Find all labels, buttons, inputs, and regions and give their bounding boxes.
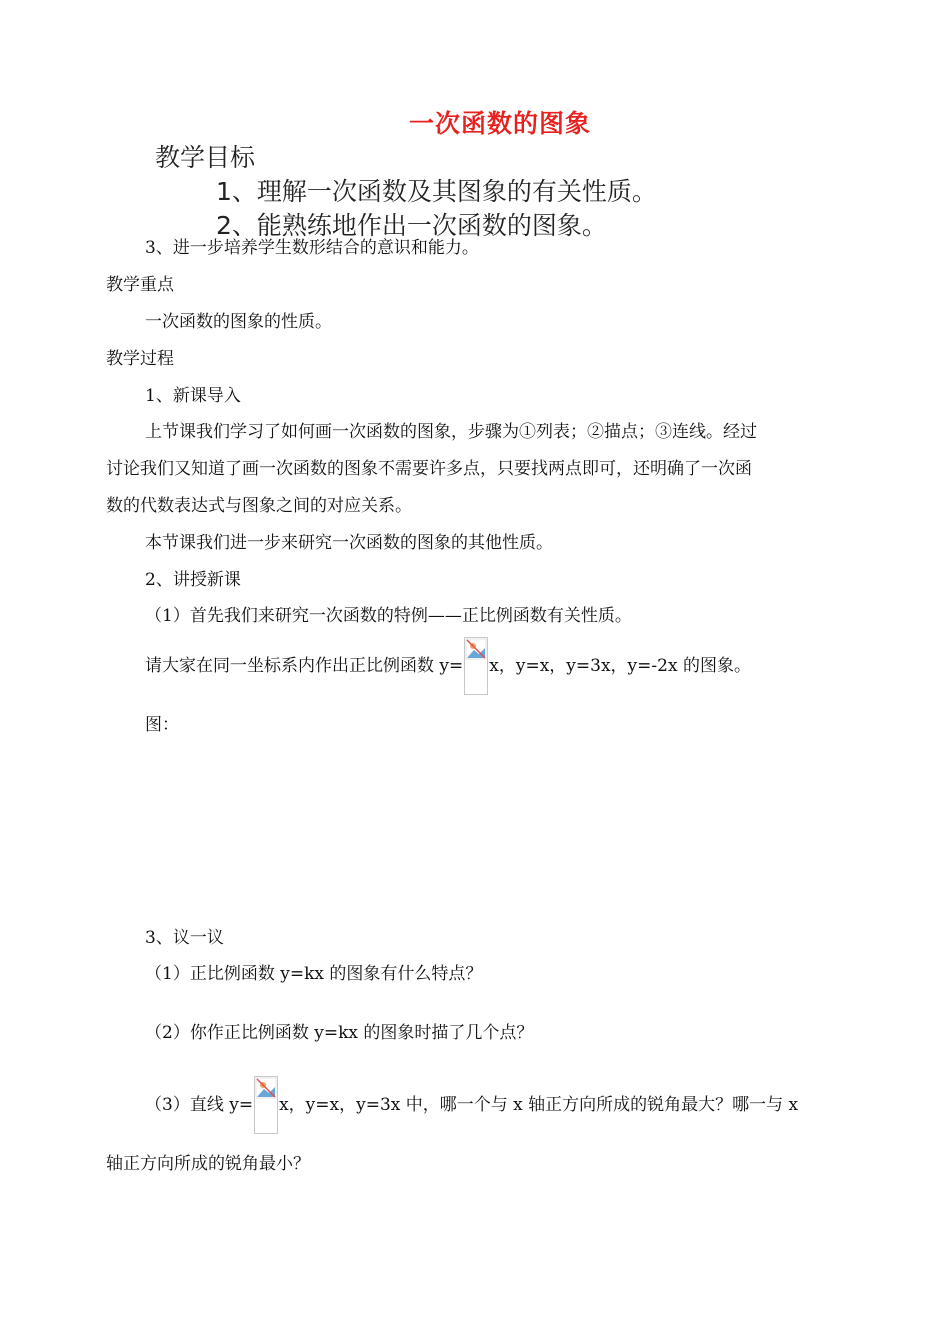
objective-3: 3、进一步培养学生数形结合的意识和能力。: [145, 238, 479, 258]
teach-point-2: [145, 637, 751, 695]
discuss-heading: 3、议一议: [145, 928, 224, 948]
question-3: [145, 1076, 798, 1134]
intro-next: 本节课我们进一步来研究一次函数的图象的其他性质。: [145, 533, 553, 553]
question-3-before: （3）直线 y=: [145, 1095, 254, 1115]
intro-line-2: 讨论我们又知道了画一次函数的图象不需要许多点，只要找两点即可，还明确了一次函: [106, 459, 752, 479]
intro-heading: 1、新课导入: [145, 386, 241, 406]
process-heading: 教学过程: [106, 349, 174, 369]
teach-heading: 2、讲授新课: [145, 570, 241, 590]
teach-point-2-before: 请大家在同一坐标系内作出正比例函数 y=: [145, 656, 464, 676]
intro-line-3: 数的代数表达式与图象之间的对应关系。: [106, 496, 412, 516]
broken-image-icon: [464, 637, 488, 695]
objectives-heading: 教学目标: [155, 143, 256, 172]
question-3-after: x，y=x，y=3x 中，哪一个与 x 轴正方向所成的锐角最大？哪一与 x: [279, 1095, 799, 1115]
broken-image-icon: [254, 1076, 278, 1134]
question-2: （2）你作正比例函数 y=kx 的图象时描了几个点？: [145, 1023, 534, 1043]
objective-2: 2、能熟练地作出一次函数的图象。: [216, 211, 607, 240]
question-1: （1）正比例函数 y=kx 的图象有什么特点？: [145, 964, 483, 984]
teach-point-2-after: x，y=x，y=3x，y=-2x 的图象。: [489, 656, 751, 676]
page-title: 一次函数的图象: [408, 109, 591, 138]
key-points-text: 一次函数的图象的性质。: [145, 312, 332, 332]
key-points-heading: 教学重点: [106, 275, 174, 295]
question-3-line-2: 轴正方向所成的锐角最小？: [106, 1154, 310, 1174]
intro-line-1: 上节课我们学习了如何画一次函数的图象，步骤为①列表；②描点；③连线。经过: [145, 422, 757, 442]
objective-1: 1、理解一次函数及其图象的有关性质。: [216, 177, 657, 206]
teach-point-1: （1）首先我们来研究一次函数的特例——正比例函数有关性质。: [145, 606, 632, 626]
figure-label: 图：: [145, 715, 179, 735]
